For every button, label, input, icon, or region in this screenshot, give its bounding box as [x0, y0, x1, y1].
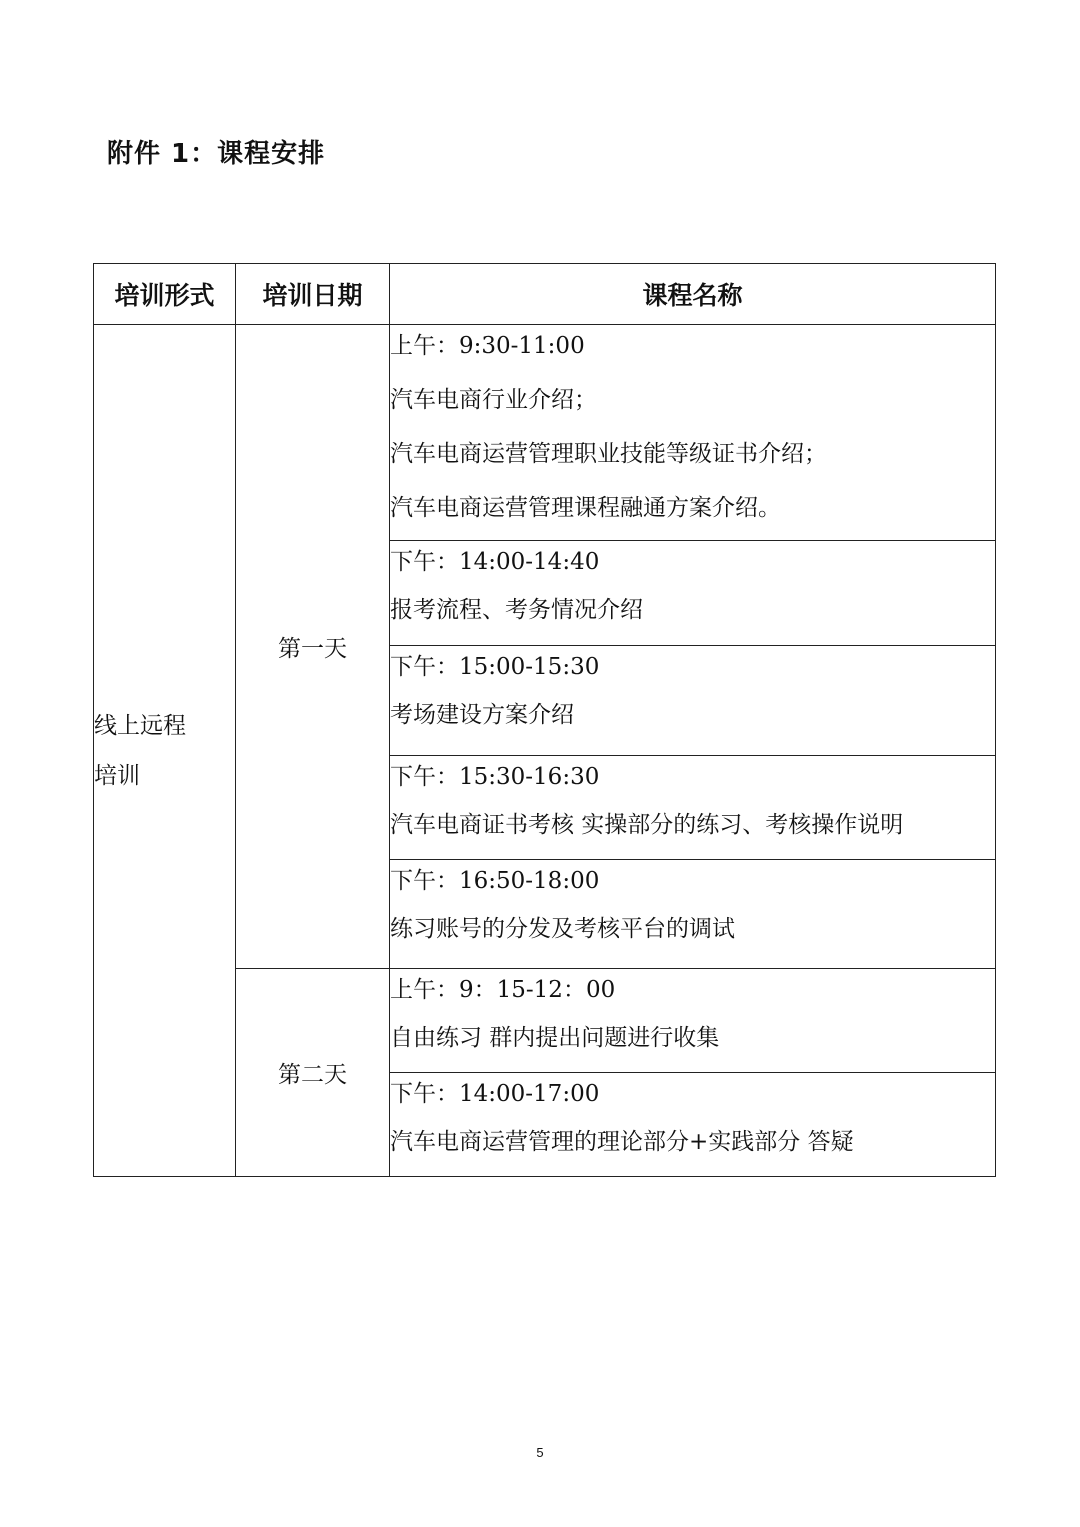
training-form-line: 培训 — [94, 762, 140, 789]
page-heading: 附件 1：课程安排 — [107, 139, 326, 169]
session-cell — [390, 1073, 996, 1177]
session-topic: 自由练习 群内提出问题进行收集 — [390, 1025, 720, 1051]
training-form-cell — [94, 325, 236, 1177]
session-topic: 考场建设方案介绍 — [390, 702, 574, 728]
training-form-line: 线上远程 — [94, 712, 186, 739]
session-time: 下午：15:00-15:30 — [390, 654, 600, 680]
session-topic: 练习账号的分发及考核平台的调试 — [390, 916, 735, 942]
session-cell — [390, 860, 996, 969]
session-time: 下午：16:50-18:00 — [390, 868, 600, 894]
session-cell — [390, 969, 996, 1073]
session-cell — [390, 646, 996, 756]
header-course-name: 课程名称 — [390, 264, 996, 325]
session-time: 下午：14:00-14:40 — [390, 549, 600, 575]
page-number: 5 — [536, 1445, 544, 1460]
session-topic: 汽车电商运营管理职业技能等级证书介绍； — [390, 441, 827, 467]
session-topic: 汽车电商运营管理的理论部分+实践部分 答疑 — [390, 1129, 854, 1155]
table-header-row — [94, 264, 996, 325]
session-time: 上午：9：15-12：00 — [390, 977, 616, 1003]
session-topic: 汽车电商运营管理课程融通方案介绍。 — [390, 495, 781, 521]
course-schedule-table — [93, 263, 996, 1177]
session-topic: 汽车电商行业介绍； — [390, 387, 597, 413]
session-cell — [390, 756, 996, 860]
session-topic: 汽车电商证书考核 实操部分的练习、考核操作说明 — [390, 812, 904, 838]
session-topic: 报考流程、考务情况介绍 — [390, 597, 643, 623]
header-training-date: 培训日期 — [236, 264, 390, 325]
session-cell — [390, 541, 996, 646]
session-cell — [390, 325, 996, 541]
table-row — [94, 325, 996, 541]
day-one-cell: 第一天 — [236, 325, 390, 969]
session-time: 下午：15:30-16:30 — [390, 764, 600, 790]
session-time: 上午：9:30-11:00 — [390, 333, 585, 359]
day-two-cell: 第二天 — [236, 969, 390, 1177]
session-time: 下午：14:00-17:00 — [390, 1081, 600, 1107]
header-training-form: 培训形式 — [94, 264, 236, 325]
